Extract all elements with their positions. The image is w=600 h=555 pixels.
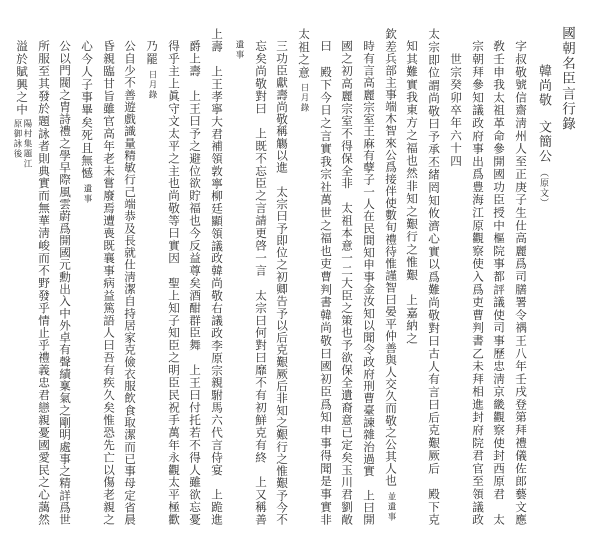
text-column: 太祖之意 bbox=[297, 28, 311, 79]
text-column: 公以門閥之胄詩禮之學早際風雲蔚爲開國元勳出入中外卓有聲績稟氣之剛明處事之精詳爲世 bbox=[58, 40, 72, 525]
text-column: 世宗癸卯卒年六十四 bbox=[449, 53, 463, 168]
text-column: 心今人子事畢矣死且無憾 bbox=[80, 40, 94, 180]
book-title: 國朝名臣言行錄 bbox=[559, 26, 575, 132]
text-column: 爵上壽 上王曰予之避位欲貯福也今反益尊矣酒酣群臣舞 上王曰付托若不得人雖欲忘憂 bbox=[188, 40, 202, 525]
text-column: 知其難實我東方之福也然非知之艱行之惟艱 上嘉納之 bbox=[405, 40, 419, 345]
text-column: 國之初高麗宗室不得保全非 太祖本意一二大臣之策也予欲保全遺裔意已定矣玉川君劉敞 bbox=[340, 40, 354, 525]
text-column: 忘矣尚敬對曰 上既不忘臣之言請更啓一言 太宗曰何對曰靡不有初鮮克有終 上又稱善 bbox=[254, 40, 268, 525]
source-note: 遺事 bbox=[234, 40, 244, 60]
heading-note: （原文） bbox=[538, 168, 548, 208]
text-column: 所服至其發於題詠者則典實而無華淸峻而不野發乎情止乎禮義忠君戀親憂國愛民之心藹然 bbox=[37, 40, 51, 525]
text-column: 得乎主上眞守文太平之主也尚敬等曰實因 聖上知子知臣之明臣民祝手萬年永觀太平極歡 bbox=[167, 40, 181, 525]
source-note: 並遺事 bbox=[386, 492, 396, 522]
source-note-line: 原御詠後 bbox=[12, 119, 22, 159]
subject-name: 韓尚敬 bbox=[536, 64, 551, 108]
text-column: 三功臣獻壽尚敬稱觴以進 太宗曰予即位之初卿告予以后克艱厥后非知之艱行之惟艱予今不 bbox=[275, 40, 289, 525]
subject-posthumous-title: 文簡公 bbox=[536, 120, 551, 164]
source-note-line: 陽村集題江 bbox=[22, 119, 32, 169]
text-column: 太宗即位謂尚敬曰予承丕緒罔知攸濟心實以爲難尚敬對曰古人有言曰后克艱厥后 殿下克 bbox=[427, 28, 441, 525]
text-column: 乃罷 bbox=[145, 40, 159, 66]
text-column: 上壽 上王孝寧大君補領敦寧柳廷顯領議政韓尚敬右議政李原宗親駙馬六代言侍宴 上跪進 bbox=[210, 28, 224, 525]
text-column: 欽差兵部主事端木智來公爲接伴使數旬禮待惟謹智曰晏平仲善與人交久而敬之公其人也 bbox=[384, 28, 398, 486]
text-column: 昏親臨甘旨雖官高年老未嘗廢焉遭喪既襄事病益篤語人曰吾有疾久矣惟恐先亡以傷老親之 bbox=[102, 40, 116, 525]
source-note-double bbox=[12, 119, 32, 175]
text-column: 曰 殿下今日之言實我宗社萬世之福也吏曹判書韓尚敬曰國初臣爲知申事得聞是事實非 bbox=[319, 40, 333, 525]
text-column: 字叔敬號信齋淸州人至正庚子生仕高麗爲司膳署令禑王八年壬戌登第拜禮儀佐郎藝文應 bbox=[514, 40, 528, 525]
text-column: 敎壬申我太祖革命參開國功臣授中樞院事都評議使司事歷忠淸京畿觀察使封西原君 太 bbox=[492, 40, 506, 525]
text-column: 宗朝拜參知議政府事出爲豊海江原觀察使入爲吏曹判書乙未拜相進封府院君官至領議政 bbox=[471, 40, 485, 525]
source-note: 日月錄 bbox=[147, 70, 157, 100]
text-column: 溢於賦興之中 bbox=[15, 40, 29, 117]
text-column: 時有言高麗宗室王麻有孽子一人在民間知申事金汝知以聞令政府刑曹臺諫雜治過實 上曰開 bbox=[362, 40, 376, 525]
source-note: 遺事 bbox=[82, 184, 92, 204]
source-note: 日月錄 bbox=[299, 83, 309, 113]
text-column: 公自少不善遊戲識量精敏行己端恭及長就仕淸潔自持居家克儉衣服飲食取潔而已事母定省晨 bbox=[123, 40, 137, 525]
